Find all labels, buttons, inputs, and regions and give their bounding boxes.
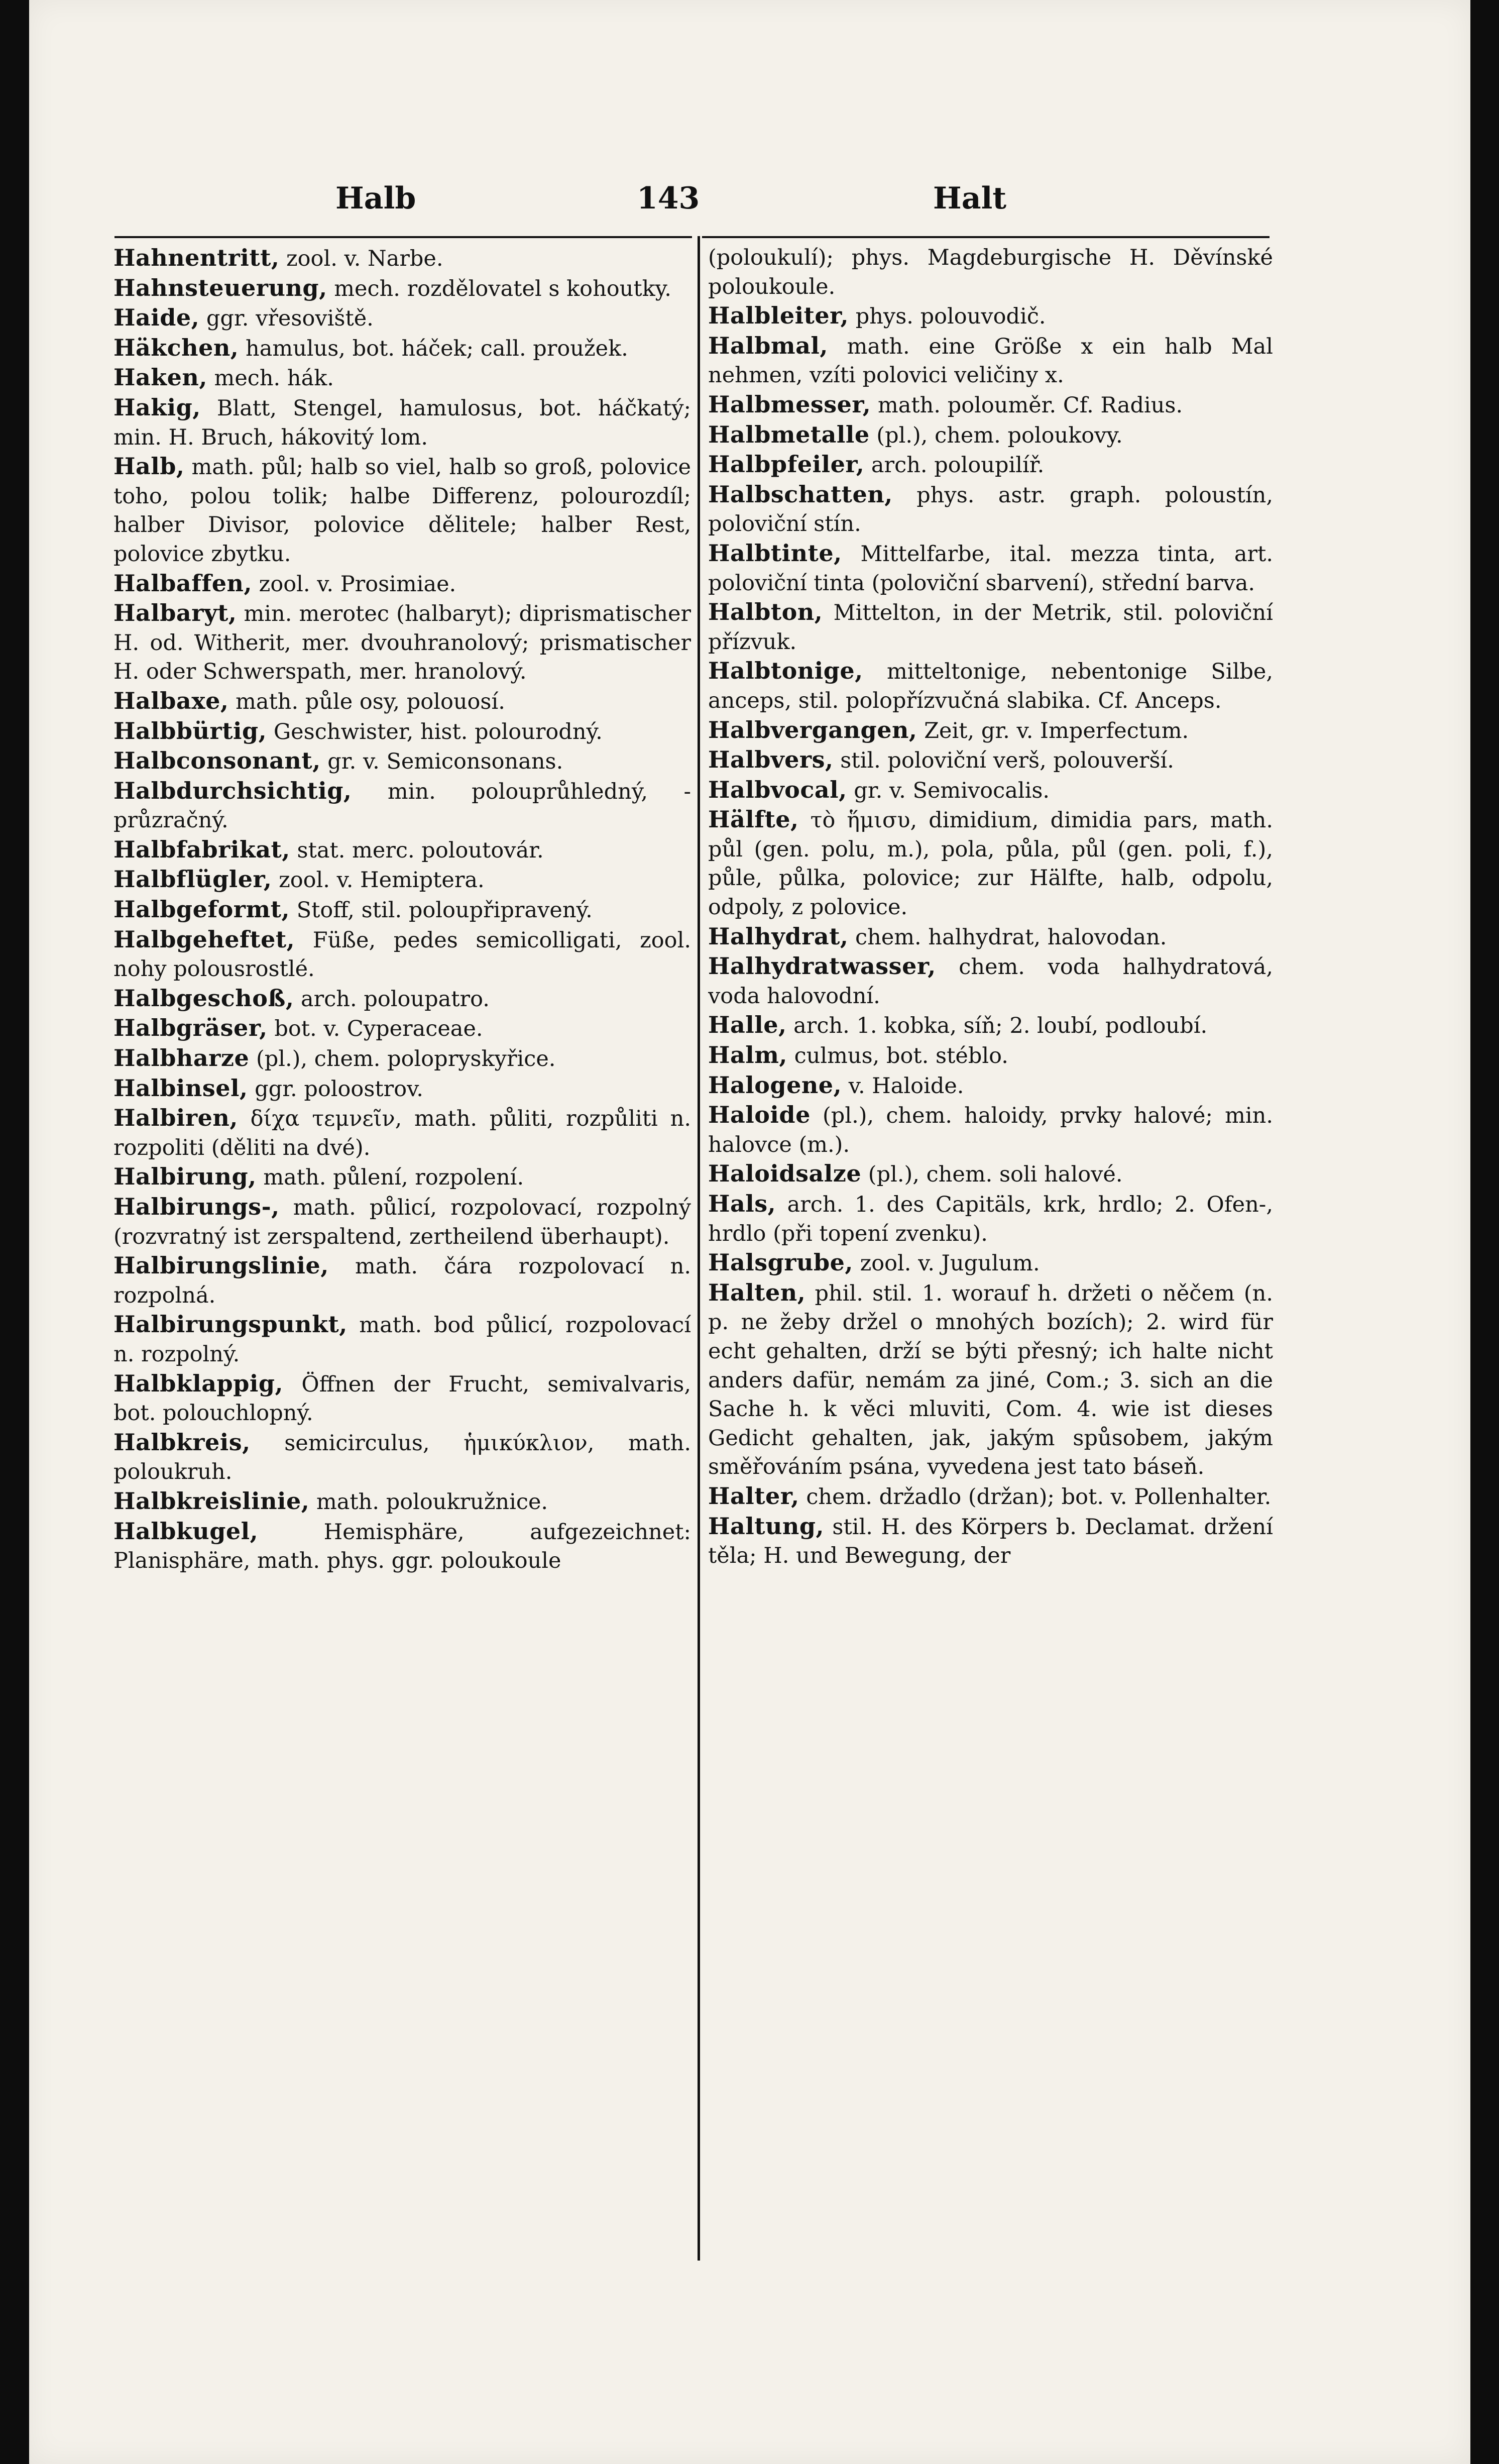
dictionary-entry [708, 332, 1273, 390]
header-rule-left [114, 236, 692, 238]
entry-definition: chem. voda halhydratová, voda halovodní. [708, 954, 1273, 1009]
entry-definition: bot. v. Cyperaceae. [267, 1016, 483, 1042]
dictionary-entry [708, 1190, 1273, 1248]
entry-definition: phil. stil. 1. worauf h. držeti o něčem (n. p. ne žeby držel o mnohých bozích); 2. wird für echt gehalten, drží se býti přesný; ich halte nicht anders dafür, nemám za jiné, Com.; 3. sich an die Sache h. k věci mluviti, Com. 4. wie ist dieses Gedicht gehalten, jak, jakým spůsobem, jakým směřováním psána, vyvedena jest tato báseň. [708, 1280, 1273, 1480]
entry-headword: Halbconsonant, [113, 747, 321, 775]
dictionary-entry [708, 1482, 1273, 1512]
entry-definition: (pl.), chem. soli halové. [861, 1162, 1123, 1188]
entry-definition: (pl.), chem. haloidy, prvky halové; min. halovce (m.). [708, 1103, 1273, 1157]
dictionary-entry [708, 539, 1273, 598]
entry-headword: Halbkreis, [113, 1428, 251, 1456]
entry-headword: Halter, [708, 1482, 799, 1510]
entry-definition: ggr. poloostrov. [248, 1076, 423, 1102]
entry-headword: Halbgeheftet, [113, 925, 295, 953]
entry-headword: Halbirungslinie, [113, 1252, 329, 1279]
entry-headword: Hakig, [113, 393, 201, 421]
dictionary-entry [708, 1278, 1273, 1482]
entry-definition: gr. v. Semivocalis. [847, 778, 1050, 803]
entry-headword: Halbleiter, [708, 302, 849, 330]
entry-headword: Halbmal, [708, 332, 828, 359]
dictionary-entry [113, 1074, 691, 1104]
dictionary-entry [708, 776, 1273, 806]
entry-definition: arch. poloupatro. [294, 986, 490, 1012]
entry-definition: ggr. vřesoviště. [199, 306, 374, 332]
header-right-catchword: Halt [933, 181, 1007, 216]
entry-definition: phys. astr. graph. poloustín, poloviční stín. [708, 482, 1273, 537]
dictionary-entry [113, 393, 691, 452]
dictionary-entry [113, 303, 691, 334]
entry-definition: zool. v. Hemiptera. [272, 868, 485, 893]
entry-definition: math. poloukružnice. [309, 1489, 548, 1515]
entry-headword: Halbdurchsichtig, [113, 777, 352, 804]
entry-headword: Häkchen, [113, 334, 239, 361]
entry-definition: Geschwister, hist. polourodný. [267, 719, 603, 744]
dictionary-entry [113, 984, 691, 1014]
dictionary-entry [113, 363, 691, 393]
dictionary-entry [708, 598, 1273, 657]
entry-headword: Halbflügler, [113, 866, 272, 893]
left-column [113, 244, 691, 2253]
dictionary-entry [708, 390, 1273, 420]
header-rule-right [702, 236, 1270, 238]
entry-definition: mech. hák. [207, 366, 334, 391]
dictionary-entry [708, 1011, 1273, 1041]
dictionary-entry [708, 657, 1273, 715]
entry-headword: Halbvocal, [708, 776, 847, 803]
entry-headword: Halbharze [113, 1044, 250, 1072]
dictionary-entry [708, 922, 1273, 952]
page-number: 143 [637, 181, 700, 216]
entry-definition: math. eine Größe x ein halb Mal nehmen, vzíti polovici veličiny x. [708, 334, 1273, 388]
entry-definition: zool. v. Prosimiae. [252, 571, 456, 597]
entry-headword: Halbgeformt, [113, 896, 290, 923]
entry-definition: phys. polouvodič. [849, 304, 1046, 330]
entry-headword: Haloide [708, 1101, 811, 1129]
entry-headword: Halbaryt, [113, 599, 237, 627]
dictionary-entry [113, 1104, 691, 1162]
entry-definition: min. merotec (halbaryt); diprismatischer H. od. Witherit, mer. dvouhranolový; prismatischer H. oder Schwerspath, mer. hranolový. [113, 601, 691, 685]
dictionary-entry [113, 687, 691, 717]
entry-definition: math. půle osy, polouosí. [228, 689, 505, 714]
entry-headword: Halbbürtig, [113, 717, 267, 744]
dictionary-entry [113, 599, 691, 687]
entry-headword: Halbvers, [708, 746, 834, 774]
dictionary-entry [113, 1517, 691, 1576]
entry-definition: Mittelton, in der Metrik, stil. poloviční přízvuk. [708, 600, 1273, 655]
dictionary-entry [708, 450, 1273, 480]
entry-headword: Halle, [708, 1011, 787, 1039]
dictionary-entry [708, 1159, 1273, 1190]
entry-headword: Haken, [113, 364, 207, 391]
entry-headword: Halbkugel, [113, 1517, 259, 1545]
entry-definition: math. polouměr. Cf. Radius. [871, 392, 1183, 418]
dictionary-entry [113, 1310, 691, 1369]
entry-definition: arch. poloupilíř. [864, 453, 1045, 478]
entry-definition: mech. rozdělovatel s kohoutky. [327, 276, 671, 301]
entry-headword: Halsgrube, [708, 1249, 853, 1276]
entry-headword: Halbmesser, [708, 390, 871, 418]
dictionary-entry [708, 1248, 1273, 1278]
dictionary-page [29, 0, 1470, 2464]
dictionary-entry [113, 1162, 691, 1193]
entry-definition: math. půlicí, rozpolovací, rozpolný (rozvratný ist zerspaltend, zertheilend überhaupt). [113, 1195, 691, 1249]
dictionary-entry [113, 1193, 691, 1251]
entry-headword: Halbaxe, [113, 687, 229, 714]
dictionary-entry [708, 745, 1273, 776]
entry-headword: Halbton, [708, 598, 823, 626]
dictionary-entry [113, 865, 691, 895]
entry-headword: Halbirungspunkt, [113, 1311, 348, 1338]
entry-headword: Hahnentritt, [113, 244, 280, 271]
running-header [29, 181, 1470, 226]
entry-definition: zool. v. Narbe. [279, 246, 443, 271]
entry-headword: Halbirungs-, [113, 1193, 280, 1220]
entry-definition: stil. H. des Körpers b. Declamat. držení těla; H. und Bewegung, der [708, 1514, 1273, 1569]
dictionary-entry [708, 952, 1273, 1011]
dictionary-entry [708, 244, 1273, 301]
dictionary-entry [113, 452, 691, 569]
entry-headword: Halm, [708, 1041, 787, 1069]
entry-definition: Mittelfarbe, ital. mezza tinta, art. poloviční tinta (poloviční sbarvení), střední barva. [708, 541, 1273, 596]
entry-definition: δίχα τεμνεῖν, math. půliti, rozpůliti n. rozpoliti (děliti na dvé). [113, 1106, 691, 1160]
dictionary-entry [113, 777, 691, 835]
entry-definition: Hemisphäre, aufgezeichnet: Planisphäre, math. phys. ggr. poloukoule [113, 1519, 691, 1574]
entry-definition: mitteltonige, nebentonige Silbe, anceps, stil. polopřízvučná slabika. Cf. Anceps. [708, 659, 1273, 713]
dictionary-entry [708, 805, 1273, 922]
entry-headword: Halten, [708, 1278, 806, 1306]
entry-definition: min. polouprůhledný, -průzračný. [113, 779, 691, 833]
entry-definition: Öffnen der Frucht, semivalvaris, bot. polouchlopný. [113, 1371, 691, 1426]
entry-headword: Halbkreislinie, [113, 1487, 310, 1515]
entry-definition: math. bod půlicí, rozpolovací n. rozpolný. [113, 1313, 691, 1367]
dictionary-entry [708, 1071, 1273, 1101]
entry-definition: math. čára rozpolovací n. rozpolná. [113, 1254, 691, 1308]
entry-headword: Halbtonige, [708, 657, 863, 685]
dictionary-entry [113, 895, 691, 925]
entry-headword: Haltung, [708, 1512, 825, 1540]
entry-definition: stil. poloviční verš, polouverší. [833, 748, 1174, 774]
dictionary-entry [708, 1512, 1273, 1571]
right-column [708, 244, 1273, 2233]
entry-definition: (pl.), chem. poloukovy. [869, 422, 1123, 448]
entry-headword: Halbvergangen, [708, 716, 917, 743]
entry-headword: Halogene, [708, 1071, 842, 1099]
entry-headword: Haide, [113, 304, 200, 332]
dictionary-entry [708, 1041, 1273, 1071]
dictionary-entry [113, 835, 691, 866]
entry-definition: hamulus, bot. háček; call. proužek. [239, 336, 628, 361]
entry-headword: Halbgeschoß, [113, 984, 294, 1012]
dictionary-entry [113, 569, 691, 599]
dictionary-entry [113, 1369, 691, 1428]
entry-headword: Hälfte, [708, 806, 799, 833]
entry-headword: Hals, [708, 1190, 776, 1217]
dictionary-entry [113, 274, 691, 304]
dictionary-entry [708, 301, 1273, 332]
dictionary-entry [708, 716, 1273, 746]
dictionary-entry [708, 1101, 1273, 1159]
entry-definition: (pl.), chem. polopryskyřice. [249, 1046, 556, 1072]
entry-headword: Halbiren, [113, 1104, 238, 1132]
entry-headword: Halhydratwasser, [708, 952, 936, 980]
entry-headword: Halbirung, [113, 1163, 257, 1191]
entry-definition: math. půl; halb so viel, halb so groß, polovice toho, polou tolik; halbe Differenz, polourozdíl; halber Divisor, polovice dělitele; halber Rest, polovice zbytku. [113, 455, 691, 567]
dictionary-entry [708, 420, 1273, 451]
entry-headword: Hahnsteuerung, [113, 274, 327, 301]
dictionary-entry [113, 1251, 691, 1310]
dictionary-entry [113, 1014, 691, 1044]
entry-headword: Halbmetalle [708, 420, 870, 448]
dictionary-entry [113, 717, 691, 747]
column-divider [698, 236, 700, 2261]
entry-definition: (poloukulí); phys. Magdeburgische H. Děvínské poloukoule. [708, 245, 1273, 299]
entry-headword: Halbschatten, [708, 480, 893, 508]
entry-definition: Füße, pedes semicolligati, zool. nohy polousrostlé. [113, 927, 691, 982]
dictionary-entry [113, 925, 691, 984]
entry-definition: chem. držadlo (držan); bot. v. Pollenhalter. [799, 1484, 1272, 1510]
entry-definition: zool. v. Jugulum. [853, 1251, 1040, 1276]
entry-definition: chem. halhydrat, halovodan. [848, 924, 1167, 950]
entry-headword: Halbinsel, [113, 1074, 248, 1102]
entry-definition: arch. 1. kobka, síň; 2. loubí, podloubí. [786, 1013, 1208, 1039]
entry-definition: culmus, bot. stéblo. [787, 1043, 1008, 1069]
entry-definition: stat. merc. poloutovár. [290, 837, 544, 863]
entry-headword: Halbgräser, [113, 1014, 268, 1042]
entry-headword: Halhydrat, [708, 922, 849, 950]
dictionary-entry [113, 1428, 691, 1487]
entry-headword: Halbpfeiler, [708, 451, 865, 478]
entry-definition: semicirculus, ἡμικύκλιον, math. poloukruh. [113, 1430, 691, 1485]
entry-headword: Halbtinte, [708, 539, 842, 567]
entry-definition: math. půlení, rozpolení. [256, 1165, 524, 1191]
entry-definition: gr. v. Semiconsonans. [320, 749, 563, 775]
dictionary-entry [113, 244, 691, 274]
dictionary-entry [113, 1487, 691, 1517]
dictionary-entry [113, 1044, 691, 1074]
entry-headword: Halbaffen, [113, 569, 253, 597]
dictionary-entry [113, 746, 691, 777]
entry-definition: Stoff, stil. poloupřipravený. [289, 898, 593, 923]
entry-headword: Haloidsalze [708, 1160, 862, 1188]
entry-definition: v. Haloide. [842, 1073, 964, 1099]
header-left-catchword: Halb [335, 181, 416, 216]
entry-definition: Blatt, Stengel, hamulosus, bot. háčkatý; min. H. Bruch, hákovitý lom. [113, 395, 691, 450]
entry-headword: Halb, [113, 453, 185, 480]
entry-definition: Zeit, gr. v. Imperfectum. [917, 718, 1189, 743]
entry-definition: arch. 1. des Capitäls, krk, hrdlo; 2. Ofen-, hrdlo (při topení zvenku). [708, 1192, 1273, 1246]
entry-headword: Halbfabrikat, [113, 835, 290, 863]
dictionary-entry [708, 480, 1273, 539]
entry-headword: Halbklappig, [113, 1369, 284, 1397]
dictionary-entry [113, 334, 691, 364]
entry-definition: τὸ ἥμισυ, dimidium, dimidia pars, math. půl (gen. polu, m.), pola, půla, půl (gen. poli, f.), půle, půlka, polovice; zur Hälfte, halb, odpolu, odpoly, z polovice. [708, 808, 1273, 920]
